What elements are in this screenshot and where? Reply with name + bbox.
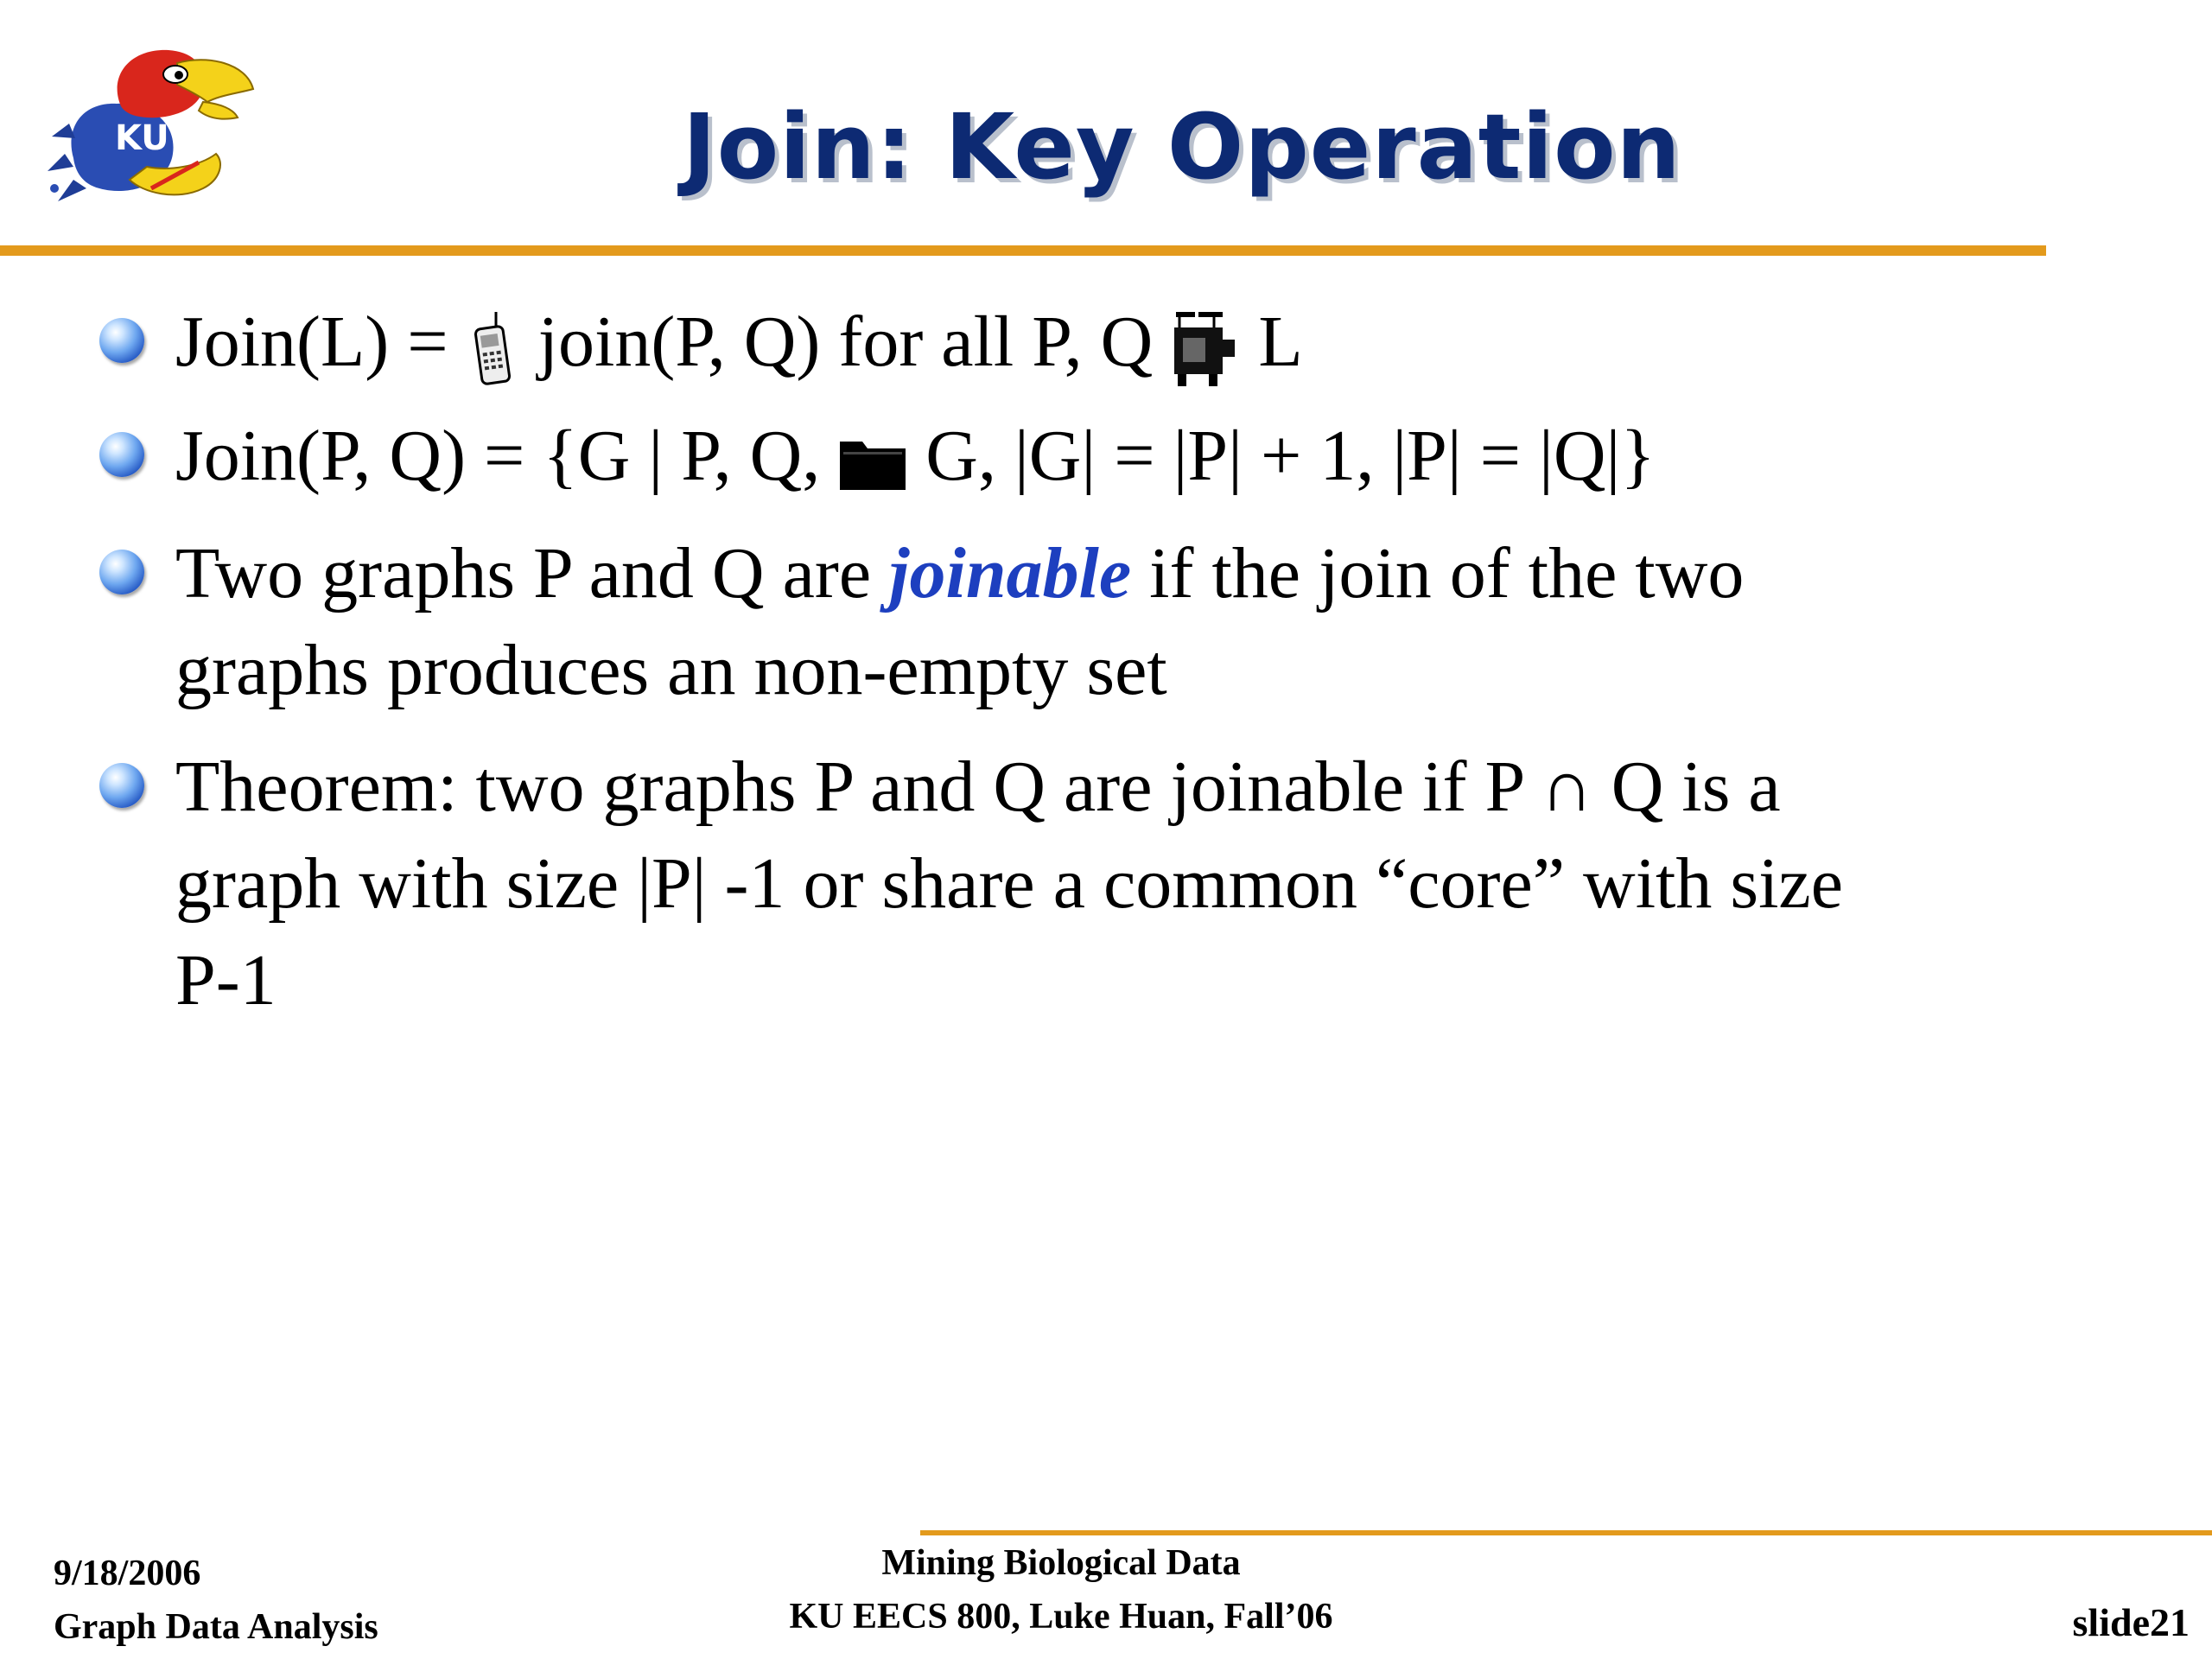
svg-text:KU: KU bbox=[115, 118, 169, 158]
footer-course-info: KU EECS 800, Luke Huan, Fall’06 bbox=[789, 1597, 1333, 1637]
footer-rule bbox=[920, 1530, 2212, 1535]
footer-course-title: Mining Biological Data bbox=[881, 1543, 1241, 1583]
slide-title: Join: Key Operation bbox=[683, 94, 1681, 200]
joinable-emphasis: joinable bbox=[889, 533, 1132, 613]
bullet-text: Theorem: two graphs P and Q are joinable if P ∩ Q is a bbox=[175, 747, 1781, 827]
footer-slide-number: slide21 bbox=[2072, 1600, 2190, 1644]
footer-date: 9/18/2006 bbox=[54, 1554, 201, 1593]
bullet-text: Join(P, Q) = {G | P, Q, G, |G| = |P| + 1, |P| = |Q|} bbox=[175, 416, 1656, 496]
blue-bullet-icon bbox=[99, 432, 144, 477]
folder-icon bbox=[838, 433, 907, 493]
blue-bullet-icon bbox=[99, 318, 144, 363]
bullet-text: Two graphs P and Q are joinable if the join of the two bbox=[175, 533, 1745, 613]
bullet-text: Join(L) = join(P, Q) for all P, Q L bbox=[175, 294, 1303, 391]
film-projector-icon bbox=[1171, 310, 1240, 388]
bullet-text-line-3: P-1 bbox=[175, 940, 276, 1020]
footer-topic: Graph Data Analysis bbox=[54, 1607, 378, 1647]
bullet-text-line-2: graph with size |P| -1 or share a common “core” with size bbox=[175, 843, 1843, 924]
mobile-phone-icon bbox=[467, 310, 520, 388]
blue-bullet-icon bbox=[99, 763, 144, 808]
blue-bullet-icon bbox=[99, 550, 144, 594]
bullet-text-line-2: graphs produces an non-empty set bbox=[175, 630, 1167, 710]
